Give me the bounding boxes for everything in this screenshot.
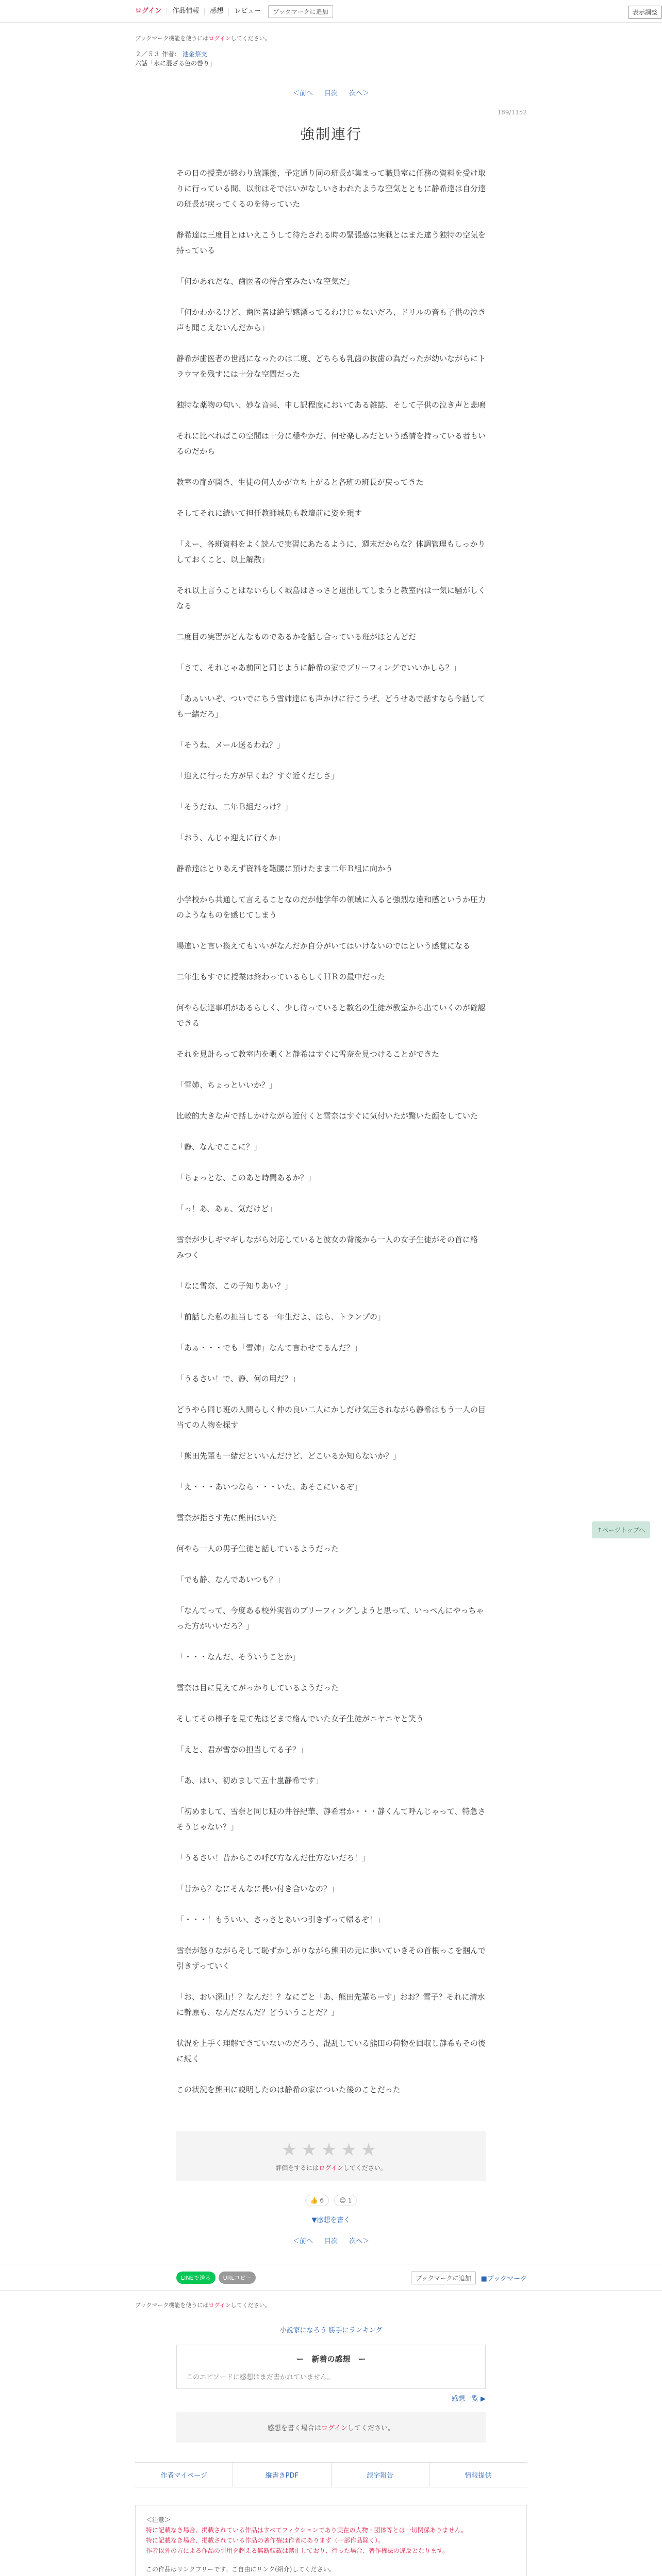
- top-nav: [135, 8, 266, 15]
- caution-line: 作者以外の方による作品の引用を超える無断転載は禁止しており、行った場合、著作権法の違反となります。: [146, 2547, 449, 2554]
- notice-login-link[interactable]: ログイン: [208, 35, 231, 42]
- novel-paragraph: 「なんてって、今度ある校外実習のブリーフィングしようと思って、いっぺんにやっちゃった方がいいだろ？」: [176, 1606, 484, 1631]
- novel-paragraph: 「ちょっとな、このあと時間あるか？」: [176, 1173, 316, 1182]
- caution-line: 特に記載なき場合、掲載されている作品はすべてフィクションであり実在の人物・団体等とは一切関係ありません。: [146, 2527, 468, 2534]
- impressions-link[interactable]: 感想: [205, 8, 229, 15]
- top-bar: [0, 0, 662, 23]
- login-link[interactable]: ログイン: [135, 8, 167, 15]
- novel-paragraph: 「迎えに行った方が早くね？すぐ近くだしさ」: [176, 771, 339, 781]
- novel-paragraph: 「そうね、メール送るわね？」: [176, 740, 285, 750]
- novel-paragraph: 「雪姉、ちょっといいか？」: [176, 1080, 277, 1090]
- novel-paragraph: 二年生もすでに授業は終わっているらしくＨＲの最中だった: [176, 972, 386, 981]
- toc-link-bottom[interactable]: 目次: [324, 2238, 338, 2245]
- impressions-list: [176, 2393, 486, 2403]
- recent-impressions: [176, 2345, 486, 2389]
- ranking-link[interactable]: 小説家になろう 勝手にランキング: [279, 2327, 383, 2334]
- novel-paragraph: それ以上言うことはないらしく城島はさっさと退出してしまうと教室内は一気に騒がしくなる: [176, 586, 486, 611]
- novel-paragraph: 「初めまして、雪奈と同じ班の井谷紀華、静希君か・・・静くんて呼んじゃって、特急さそうじゃない？」: [176, 1807, 486, 1832]
- novel-paragraph: 雪奈は目に見えてがっかりしているようだった: [176, 1683, 339, 1692]
- novel-paragraph: 静希達はとりあえず資料を鞄腰に預けたまま二年Ｂ組に向かう: [176, 864, 393, 873]
- novel-paragraph: 「静、なんでここに？」: [176, 1142, 262, 1151]
- novel-paragraph: 静希達は三度目とはいえこうして待たされる時の緊張感は実戦とはまた違う独特の空気を持っている: [176, 230, 486, 255]
- novel-paragraph: 「うるさい！昔からこの呼び方なんだ仕方ないだろ！」: [176, 1853, 370, 1862]
- display-settings-button[interactable]: 表示調整: [628, 6, 662, 19]
- smile-icon: 😊: [339, 2197, 346, 2204]
- page-top-button[interactable]: ↑ページトップへ: [592, 1521, 650, 1538]
- novel-paragraph: 「昔から？なにそんなに長い付き合いなの？」: [176, 1884, 339, 1893]
- notice-login-link-bottom[interactable]: ログイン: [208, 2302, 231, 2309]
- next-link[interactable]: 次へ＞: [349, 90, 370, 97]
- next-link-bottom[interactable]: 次へ＞: [349, 2238, 370, 2245]
- novel-paragraph: 場違いと言い換えてもいいがなんだか自分がいてはいけないのではという感覚になる: [176, 941, 471, 951]
- author-label: 作者：: [161, 50, 180, 58]
- vertical-pdf-link[interactable]: 縦書きPDF: [233, 2463, 331, 2487]
- toc-link[interactable]: 目次: [324, 90, 338, 97]
- review-link[interactable]: レビュー: [234, 7, 261, 15]
- novel-paragraph: それに比べればこの空間は十分に穏やかだ、何せ楽しみだという感情を持っている者もいるのだから: [176, 431, 486, 456]
- novel-body: [176, 165, 486, 2097]
- novel-paragraph: 「さて、それじゃあ前回と同じように静希の家でブリーフィングでいいかしら？」: [176, 663, 461, 672]
- novel-paragraph: 「えと、君が雪奈の担当してる子？」: [176, 1745, 308, 1754]
- bookmark-notice-bottom: ブックマーク機能を使うにはログインしてください。: [135, 2302, 271, 2309]
- caution-box: [135, 2505, 527, 2576]
- novel-paragraph: 「あ、はい、初めまして五十嵐静希です」: [176, 1776, 323, 1785]
- novel-paragraph: 「あぁ・・・でも「雪姉」なんて言わせてるんだ？」: [176, 1343, 362, 1352]
- info-lines: [146, 2564, 516, 2576]
- episode-position: ２／５３: [135, 50, 160, 58]
- novel-paragraph: この状況を熊田に説明したのは静希の家についた後のことだった: [176, 2085, 401, 2094]
- work-info-link[interactable]: 作品情報: [167, 8, 205, 15]
- novel-paragraph: 何やら一人の男子生徒と話しているようだった: [176, 1544, 339, 1553]
- info-line: この作品はリンクフリーです。ご自由にリンク(紹介)してください。: [146, 2566, 336, 2573]
- bookmark-notice: ブックマーク機能を使うにはログインしてください。: [135, 35, 271, 42]
- impressions-list-link[interactable]: 感想一覧 ▶: [451, 2395, 486, 2403]
- novel-paragraph: 二度目の実習がどんなものであるかを話し合っている班がほとんどだ: [176, 632, 417, 641]
- novel-paragraph: そしてその様子を見て先ほどまで絡んでいた女子生徒がニヤニヤと笑う: [176, 1714, 424, 1723]
- thumbs-up-icon: 👍: [310, 2197, 318, 2204]
- novel-paragraph: 「・・・！もういい、さっさとあいつ引きずって帰るぞ！」: [176, 1915, 385, 1924]
- novel-paragraph: 状況を上手く理解できていないのだろう、混乱している熊田の荷物を回収し静希もその後に続く: [176, 2039, 486, 2063]
- reaction-smile[interactable]: 😊 1: [334, 2195, 357, 2206]
- info-report-link[interactable]: 情報提供: [465, 2472, 492, 2480]
- reaction-thumbs-up[interactable]: 👍 6: [305, 2195, 329, 2206]
- recent-impressions-heading: ー 新着の感想 ー: [296, 2354, 366, 2364]
- novel-paragraph: 「何かわかるけど、歯医者は絶望感漂ってるわけじゃないだろ、ドリルの音も子供の泣き声も聞こえないんだから」: [176, 308, 486, 332]
- share-bar: [0, 2264, 662, 2291]
- recent-impressions-empty: このエピソードに感想はまだ書かれていません。: [186, 2374, 334, 2381]
- chapter-title: 強制連行: [300, 126, 362, 143]
- novel-paragraph: 雪奈が怒りながらそして恥ずかしがりながら熊田の元に歩いていきその首根っこを掴んで引きずっていく: [176, 1946, 486, 1971]
- write-review-login-link[interactable]: ログイン: [321, 2425, 348, 2432]
- novel-paragraph: 独特な薬物の匂い、妙な音楽、申し訳程度においてある雑誌、そして子供の泣き声と悲鳴: [176, 400, 486, 410]
- novel-paragraph: 何やら伝達事項があるらしく、少し待っていると数名の生徒が教室から出ていくのが確認できる: [176, 1003, 486, 1028]
- novel-paragraph: 「何かあれだな、歯医者の待合室みたいな空気だ」: [176, 277, 355, 286]
- novel-paragraph: 「前話した私の担当してる一年生だよ、ほら、トランプの」: [176, 1312, 386, 1321]
- reactions: [0, 2195, 662, 2206]
- bottom-pager: [0, 2235, 662, 2245]
- rating-note: 評価をするにはログインしてください。: [275, 2164, 387, 2172]
- novel-paragraph: 「うるさい！で、静、何の用だ？」: [176, 1374, 300, 1383]
- url-copy-button[interactable]: URLコピー: [219, 2272, 256, 2284]
- novel-paragraph: 「熊田先輩も一緒だといいんだけど、どこいるか知らないか？」: [176, 1451, 401, 1461]
- novel-paragraph: 静希が歯医者の世話になったのは二度、どちらも乳歯の抜歯の為だったが幼いながらにトラウマを残すには十分な空間だった: [176, 354, 486, 379]
- novel-paragraph: 「おう、んじゃ迎えに行くか」: [176, 833, 285, 842]
- novel-paragraph: 「でも静、なんであいつも？」: [176, 1575, 285, 1584]
- novel-paragraph: そしてそれに続いて担任教師城島も教壇前に姿を現す: [176, 509, 362, 518]
- prev-link-bottom[interactable]: ＜前へ: [292, 2238, 313, 2245]
- rating-box: [176, 2131, 486, 2181]
- add-bookmark-button[interactable]: ブックマークに追加: [268, 5, 333, 18]
- novel-paragraph: どうやら同じ班の人間らしく仲の良い二人にかしだけ気圧されながら静希はもう一人の目当ての人物を探す: [176, 1405, 486, 1430]
- novel-paragraph: それを見計らって教室内を覗くと静希はすぐに雪奈を見つけることができた: [176, 1049, 440, 1059]
- novel-paragraph: 「っ！あ、あぁ、気だけど」: [176, 1204, 277, 1213]
- novel-paragraph: その日の授業が終わり放課後、予定通り同の班長が集まって職員室に任務の資料を受け取りに行っている間、以前はそではいがなしいさわれたような空気とともに静希達は自分達の班長が戻ってくるのを待っていた: [176, 168, 486, 209]
- novel-paragraph: 「・・・なんだ、そういうことか」: [176, 1652, 301, 1662]
- write-review-box: 感想を書く場合はログインしてください。: [176, 2412, 486, 2443]
- caution-line: 特に記載なき場合、掲載されている作品の著作権は作者にあります（一部作品除く）。: [146, 2537, 385, 2544]
- prev-link[interactable]: ＜前へ: [292, 90, 313, 97]
- novel-paragraph: 「なに雪奈、この子知りあい？」: [176, 1281, 293, 1291]
- write-impression: [0, 2214, 662, 2224]
- rating-login-link[interactable]: ログイン: [319, 2164, 343, 2172]
- typo-report-link[interactable]: 誤字報告: [332, 2463, 429, 2487]
- top-pager: [135, 88, 527, 97]
- line-share-button[interactable]: LINEで送る: [176, 2272, 216, 2284]
- rating-stars[interactable]: ★★★★★: [281, 2140, 381, 2160]
- novel-paragraph: 教室の扉が開き、生徒の何人かが立ち上がると各班の班長が戻ってきた: [176, 478, 424, 487]
- author-link[interactable]: 池金蔡支: [182, 50, 207, 58]
- bookmark-area: [411, 2272, 527, 2284]
- novel-paragraph: 「あぁいいぞ、ついでにちう雪姉達にも声かけに行こうぜ、どうせあで話すなら今話しても一緒だろ」: [176, 694, 486, 719]
- author-mypage-link[interactable]: 作者マイページ: [135, 2463, 233, 2487]
- novel-paragraph: 「え・・・あいつなら・・・いた、あそこにいるぞ」: [176, 1482, 362, 1492]
- novel-paragraph: 小学校から共通して言えることなのだが他学年の領域に入ると強烈な違和感というか圧力のようなものを感じてしまう: [176, 895, 486, 920]
- novel-paragraph: 「お、おい深山！？なんだ！？なにごと「あ、熊田先輩ちーす」おお？雪子？それに清水に幹原も、なんだなんだ？どういうことだ？」: [176, 1992, 485, 2017]
- page-number: 189/1152: [497, 109, 527, 116]
- chapter-name: 六話「水に混ざる色の巻り」: [135, 60, 216, 67]
- novel-paragraph: 「そうだね、二年Ｂ組だっけ？」: [176, 802, 293, 811]
- novel-paragraph: 雪奈が指さす先に熊田はいた: [176, 1513, 277, 1522]
- series-info: [135, 49, 527, 68]
- novel-paragraph: 雪奈が少しギマギしながら対応していると彼女の背後から一人の女子生徒がその首に絡みつく: [176, 1235, 478, 1260]
- caution-title: ＜注意＞: [146, 2516, 171, 2523]
- ranking: [135, 2325, 527, 2334]
- novel-paragraph: 比較的大きな声で話しかけながら近付くと雪奈はすぐに気付いたが驚いた顔をしていた: [176, 1111, 478, 1121]
- novel-paragraph: 「えー、各班資料をよく読んで実習にあたるように、週末だからな？体調管理もしっかりしておくこと、以上解散」: [176, 539, 486, 564]
- write-impression-link[interactable]: ▼感想を書く: [311, 2216, 351, 2224]
- add-bookmark-button-bottom[interactable]: ブックマークに追加: [411, 2272, 475, 2284]
- bookmark-link[interactable]: ■ブックマーク: [481, 2275, 527, 2283]
- footer-links: [135, 2462, 527, 2487]
